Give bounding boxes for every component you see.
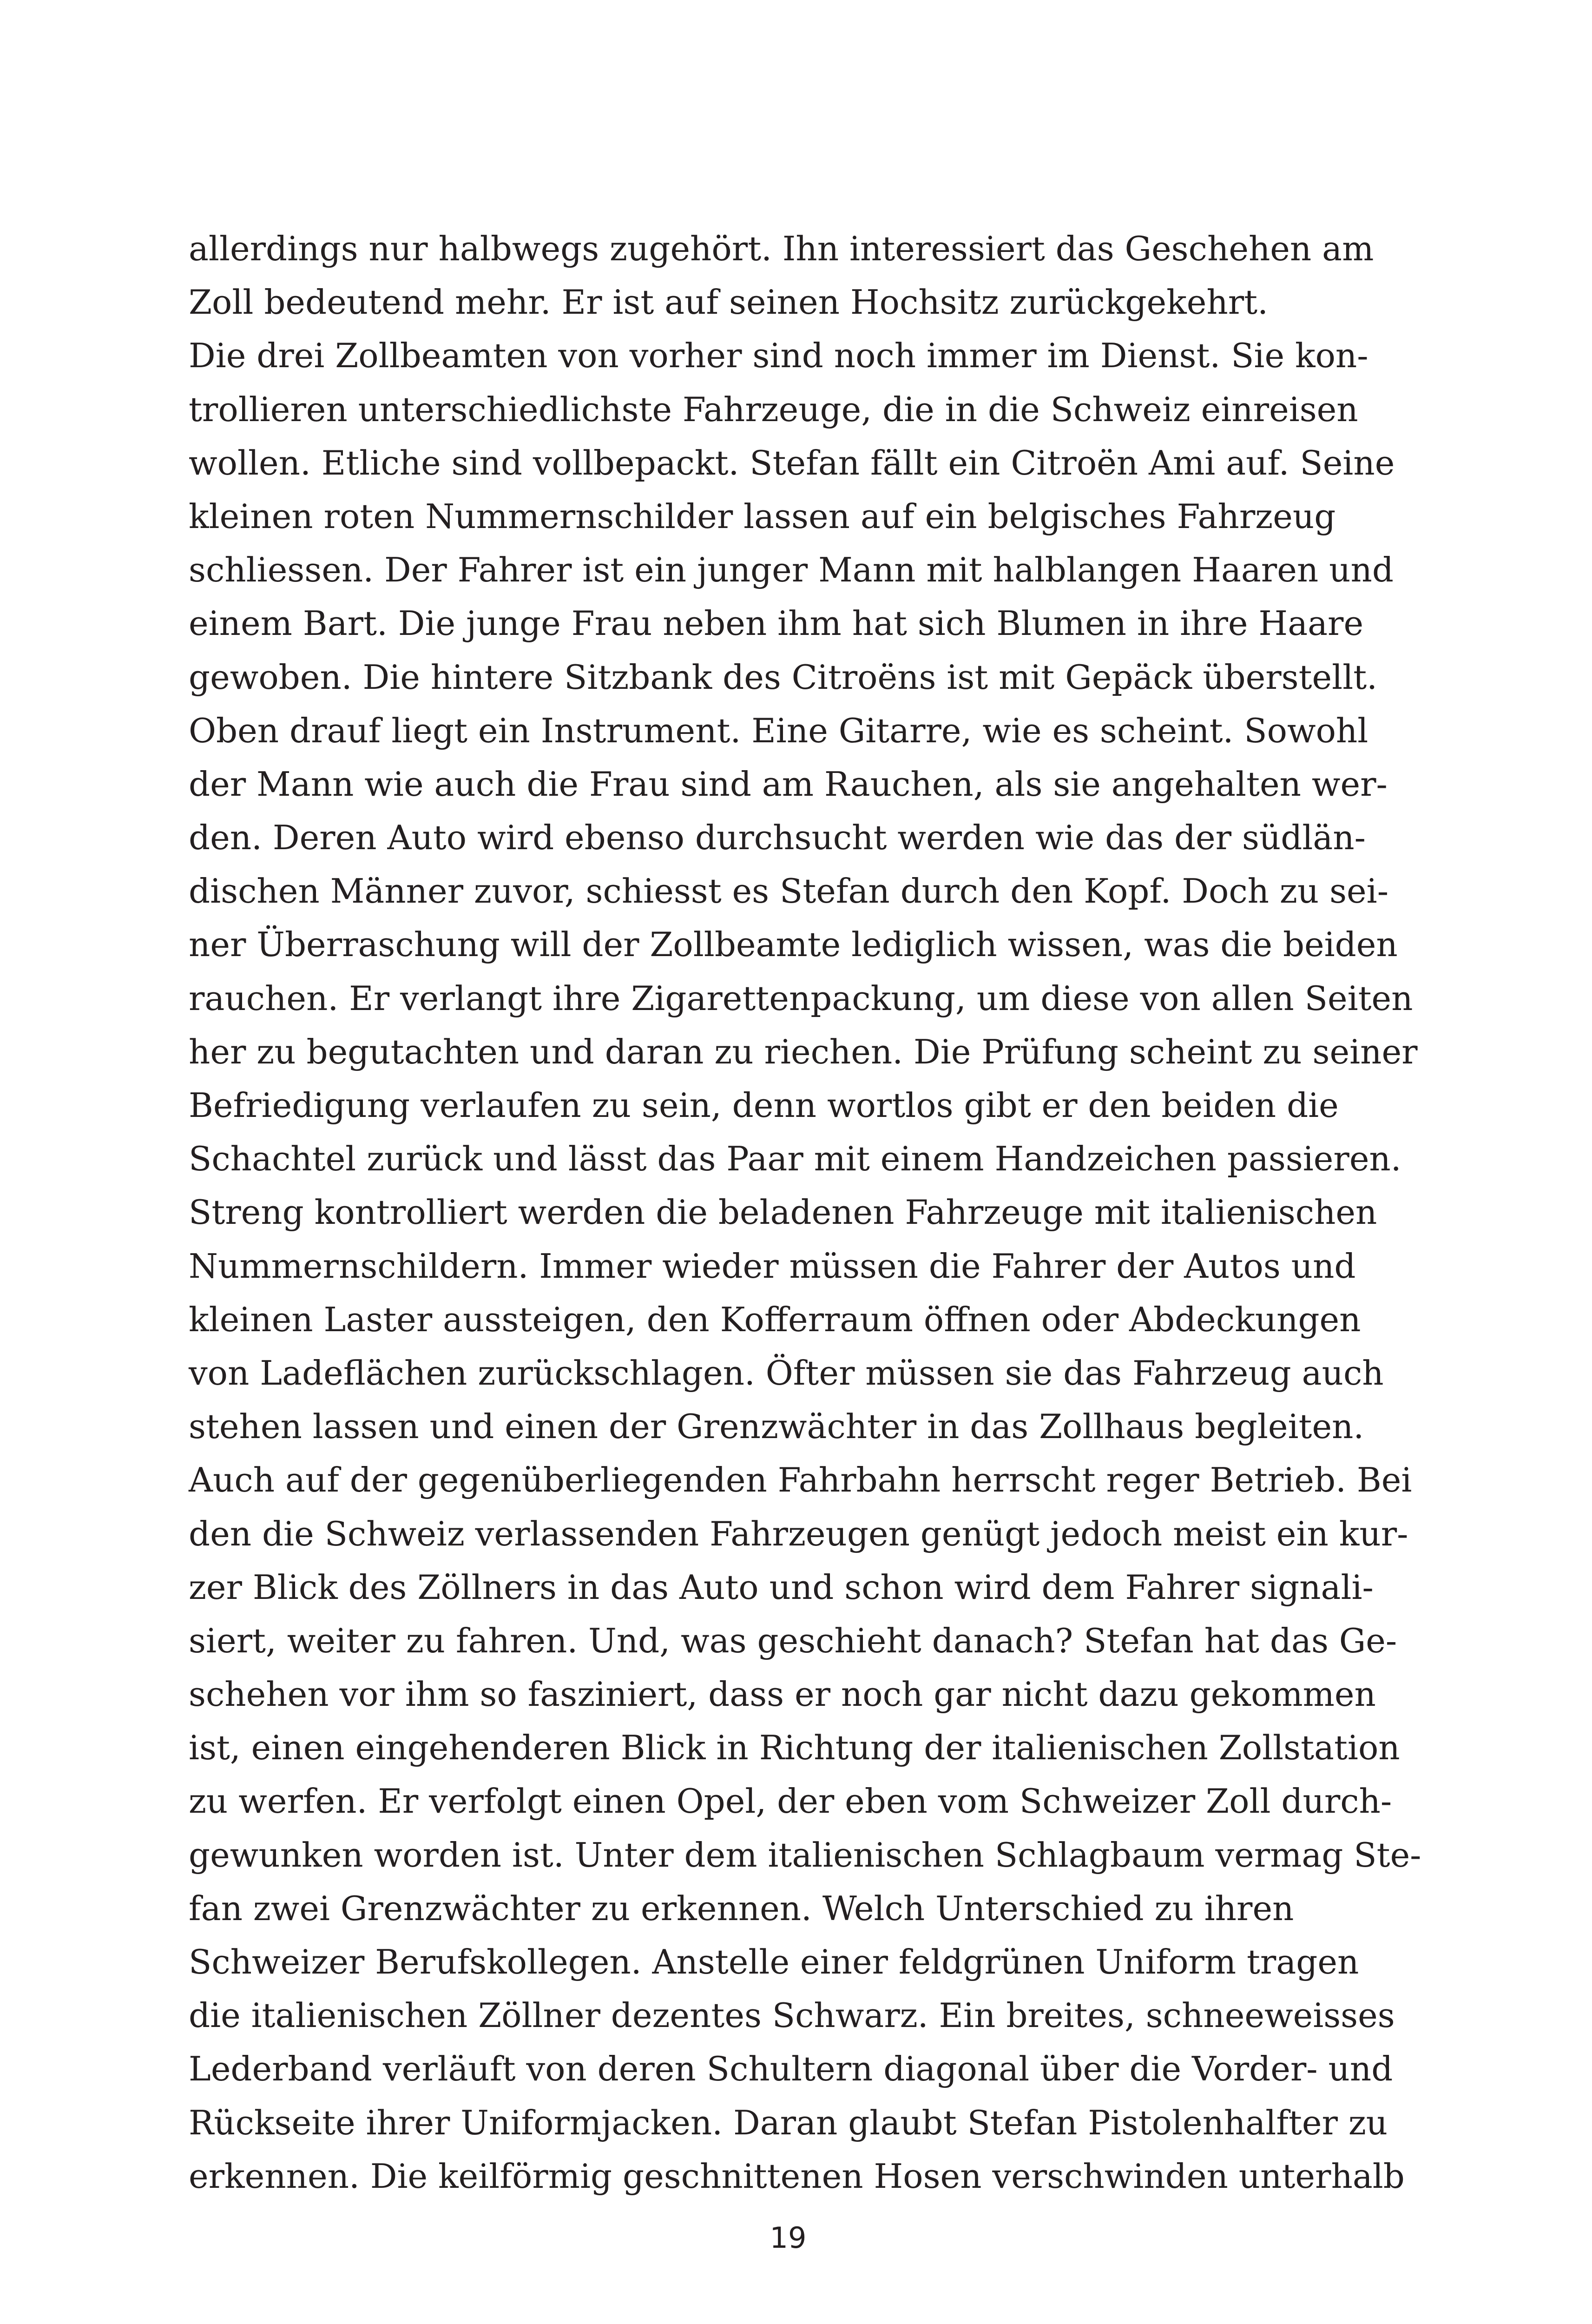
text-line: zer Blick des Zöllners in das Auto und schon wird dem Fahrer signali- (189, 1567, 1374, 1607)
text-line: schehen vor ihm so fasziniert, dass er noch gar nicht dazu gekommen (189, 1675, 1376, 1714)
text-line: Nummernschildern. Immer wieder müssen die Fahrer der Autos und (189, 1246, 1356, 1286)
text-line: dischen Männer zuvor, schiesst es Stefan durch den Kopf. Doch zu sei- (189, 872, 1389, 911)
text-line: Die drei Zollbeamten von vorher sind noch immer im Dienst. Sie kon- (189, 336, 1368, 376)
text-line: her zu begutachten und daran zu riechen. Die Prüfung scheint zu seiner (189, 1032, 1418, 1071)
text-line: schliessen. Der Fahrer ist ein junger Mann mit halblangen Haaren und (189, 550, 1394, 590)
text-line: einem Bart. Die junge Frau neben ihm hat sich Blumen in ihre Haare (189, 604, 1364, 643)
text-line: fan zwei Grenzwächter zu erkennen. Welch Unterschied zu ihren (189, 1888, 1294, 1928)
text-line: den. Deren Auto wird ebenso durchsucht werden wie das der südlän- (189, 818, 1366, 858)
text-line: stehen lassen und einen der Grenzwächter in das Zollhaus begleiten. (189, 1407, 1364, 1446)
text-line: siert, weiter zu fahren. Und, was geschieht danach? Stefan hat das Ge- (189, 1621, 1397, 1660)
text-line: allerdings nur halbwegs zugehört. Ihn interessiert das Geschehen am (189, 229, 1374, 268)
text-line: Schachtel zurück und lässt das Paar mit einem Handzeichen passieren. (189, 1139, 1401, 1179)
text-line: den die Schweiz verlassenden Fahrzeugen genügt jedoch meist ein kur- (189, 1514, 1408, 1553)
text-line: Oben drauf liegt ein Instrument. Eine Gitarre, wie es scheint. Sowohl (189, 711, 1368, 750)
text-line: trollieren unterschiedlichste Fahrzeuge, die in die Schweiz einreisen (189, 390, 1358, 429)
page-number: 19 (770, 2221, 807, 2255)
text-line: die italienischen Zöllner dezentes Schwarz. Ein breites, schneeweisses (189, 1996, 1395, 2035)
text-line: kleinen Laster aussteigen, den Kofferraum öffnen oder Abdeckungen (189, 1300, 1361, 1339)
text-line: gewunken worden ist. Unter dem italienischen Schlagbaum vermag Ste- (189, 1835, 1421, 1875)
text-line: kleinen roten Nummernschilder lassen auf ein belgisches Fahrzeug (189, 496, 1336, 536)
text-line: Rückseite ihrer Uniformjacken. Daran glaubt Stefan Pistolenhalfter zu (189, 2103, 1388, 2142)
text-line: Schweizer Berufskollegen. Anstelle einer feldgrünen Uniform tragen (189, 1942, 1359, 1981)
text-line: erkennen. Die keilförmig geschnittenen Hosen verschwinden unterhalb (189, 2156, 1405, 2196)
text-line: Zoll bedeutend mehr. Er ist auf seinen Hochsitz zurückgekehrt. (189, 283, 1268, 322)
text-line: wollen. Etliche sind vollbepackt. Stefan fällt ein Citroën Ami auf. Seine (189, 443, 1395, 482)
text-line: Auch auf der gegenüberliegenden Fahrbahn herrscht reger Betrieb. Bei (189, 1460, 1412, 1500)
text-line: zu werfen. Er verfolgt einen Opel, der eben vom Schweizer Zoll durch- (189, 1782, 1392, 1821)
text-line: Lederband verläuft von deren Schultern diagonal über die Vorder- und (189, 2049, 1393, 2089)
text-line: der Mann wie auch die Frau sind am Rauchen, als sie angehalten wer- (189, 764, 1388, 804)
text-line: Befriedigung verlaufen zu sein, denn wortlos gibt er den beiden die (189, 1086, 1339, 1125)
text-line: ner Überraschung will der Zollbeamte lediglich wissen, was die beiden (189, 925, 1398, 964)
text-line: Streng kontrolliert werden die beladenen Fahrzeuge mit italienischen (189, 1193, 1377, 1232)
text-line: von Ladeflächen zurückschlagen. Öfter müssen sie das Fahrzeug auch (189, 1353, 1384, 1393)
text-line: rauchen. Er verlangt ihre Zigarettenpackung, um diese von allen Seiten (189, 978, 1413, 1018)
text-line: gewoben. Die hintere Sitzbank des Citroëns ist mit Gepäck überstellt. (189, 657, 1378, 697)
text-line: ist, einen eingehenderen Blick in Richtung der italienischen Zollstation (189, 1728, 1400, 1768)
body-text (189, 222, 1421, 2203)
